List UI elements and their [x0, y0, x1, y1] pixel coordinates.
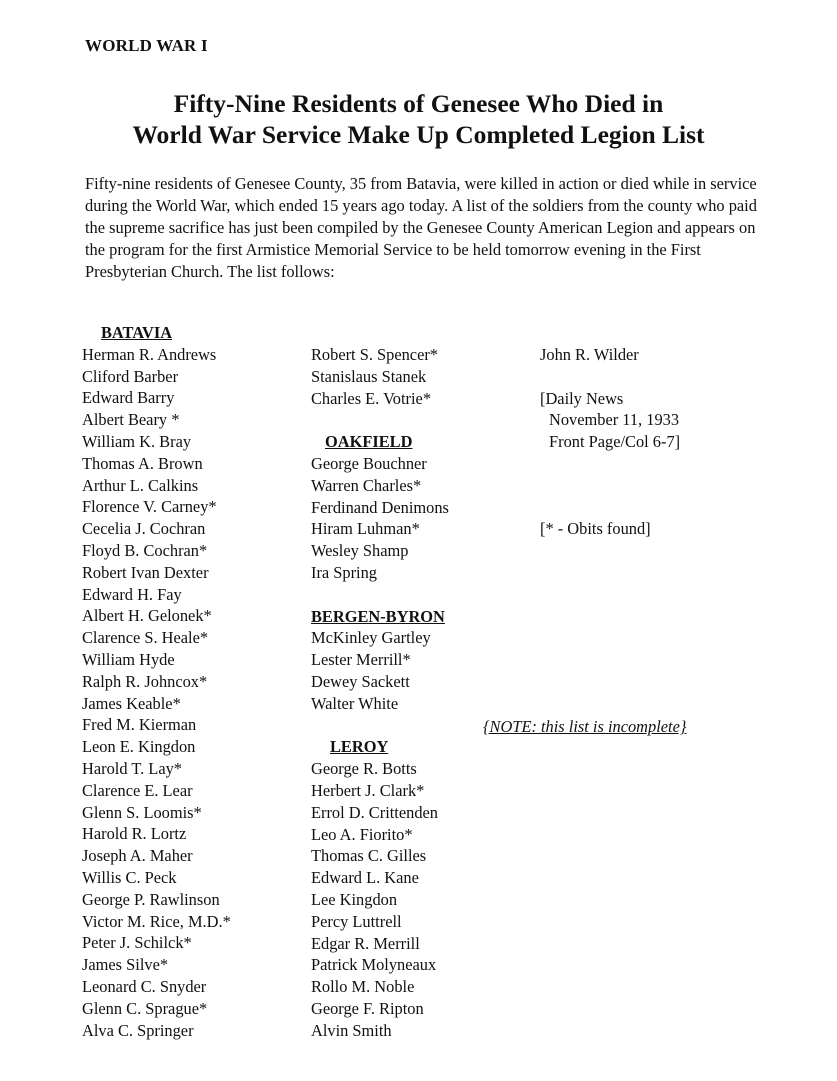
list-item: James Silve* — [82, 955, 169, 975]
list-item: Errol D. Crittenden — [311, 802, 438, 822]
list-item: Ralph R. Johncox* — [82, 671, 208, 691]
list-item: Leon E. Kingdon — [82, 737, 196, 757]
list-item: Arthur L. Calkins — [82, 475, 199, 495]
batavia-continued-list — [311, 344, 511, 409]
list-item: Dewey Sackett — [311, 671, 410, 691]
list-item: Glenn S. Loomis* — [82, 802, 202, 822]
list-item: George P. Rawlinson — [82, 889, 220, 909]
list-item: Victor M. Rice, M.D.* — [82, 911, 231, 931]
obits-note: [* - Obits found] — [540, 518, 651, 538]
list-item: William K. Bray — [82, 431, 192, 451]
list-item: John R. Wilder — [540, 345, 639, 364]
list-item: Edward Barry — [82, 388, 175, 408]
list-item: George Bouchner — [311, 453, 427, 473]
source-line-3: Front Page/Col 6-7] — [549, 432, 681, 452]
headline-line-1: Fifty-Nine Residents of Genesee Who Died in — [173, 89, 664, 118]
list-item: George F. Ripton — [311, 998, 424, 1018]
list-item: Alva C. Springer — [82, 1020, 194, 1040]
source-line-2: November 11, 1933 — [549, 410, 680, 430]
list-item: Percy Luttrell — [311, 911, 402, 931]
leroy-heading: LEROY — [330, 737, 389, 757]
column-3 — [540, 344, 760, 540]
list-item: Ferdinand Denimons — [311, 497, 449, 517]
list-item: Rollo M. Noble — [311, 977, 415, 997]
list-item: Glenn C. Sprague* — [82, 998, 208, 1018]
list-item: Albert H. Gelonek* — [82, 606, 212, 626]
oakfield-heading: OAKFIELD — [325, 432, 413, 452]
column-1 — [82, 322, 302, 1041]
list-item: Thomas C. Gilles — [311, 846, 427, 866]
list-item: Charles E. Votrie* — [311, 388, 432, 408]
list-item: Alvin Smith — [311, 1020, 392, 1040]
list-item: James Keable* — [82, 693, 181, 713]
list-item: Warren Charles* — [311, 475, 422, 495]
bergen-byron-heading: BERGEN-BYRON — [311, 606, 445, 626]
list-item: Thomas A. Brown — [82, 453, 203, 473]
list-item: Herman R. Andrews — [82, 344, 217, 364]
list-item: Hiram Luhman* — [311, 519, 420, 539]
list-item: Clarence E. Lear — [82, 780, 193, 800]
batavia-heading: BATAVIA — [101, 323, 173, 342]
section-label: WORLD WAR I — [85, 36, 208, 55]
list-item: Walter White — [311, 693, 399, 713]
list-item: Clarence S. Heale* — [82, 628, 209, 648]
list-item: Edward L. Kane — [311, 868, 419, 888]
list-item: Robert S. Spencer* — [311, 345, 439, 364]
headline-line-2: World War Service Make Up Completed Legion List — [132, 120, 705, 149]
list-item: Ira Spring — [311, 562, 378, 582]
list-item: Floyd B. Cochran* — [82, 540, 208, 560]
batavia-list — [82, 344, 302, 1042]
oakfield-list — [311, 453, 511, 584]
list-item: Herbert J. Clark* — [311, 780, 425, 800]
list-item: McKinley Gartley — [311, 628, 431, 648]
column-2 — [311, 344, 511, 1042]
list-item: Harold T. Lay* — [82, 758, 182, 778]
incomplete-note: {NOTE: this list is incomplete} — [483, 717, 687, 736]
list-item: Robert Ivan Dexter — [82, 562, 209, 582]
list-item: Edward H. Fay — [82, 584, 182, 604]
list-item: Patrick Molyneaux — [311, 955, 437, 975]
list-item: George R. Botts — [311, 759, 417, 779]
list-item: Leonard C. Snyder — [82, 976, 207, 996]
leroy-list — [311, 758, 511, 1041]
list-item: Peter J. Schilck* — [82, 933, 192, 953]
list-item: Willis C. Peck — [82, 867, 177, 887]
list-item: Cliford Barber — [82, 366, 179, 386]
list-item: Florence V. Carney* — [82, 497, 217, 517]
list-item: Lee Kingdon — [311, 889, 398, 909]
list-item: Lester Merrill* — [311, 650, 411, 670]
list-item: Wesley Shamp — [311, 541, 409, 561]
list-item: Fred M. Kierman — [82, 715, 197, 735]
source-line-1: [Daily News — [540, 388, 624, 408]
list-item: Stanislaus Stanek — [311, 366, 427, 386]
list-item: Leo A. Fiorito* — [311, 824, 413, 844]
list-item: Albert Beary * — [82, 410, 180, 430]
list-item: Joseph A. Maher — [82, 846, 193, 866]
headline — [0, 88, 837, 150]
list-item: Cecelia J. Cochran — [82, 519, 206, 539]
list-item: Edgar R. Merrill — [311, 933, 420, 953]
intro-paragraph: Fifty-nine residents of Genesee County, 35 from Batavia, were killed in action or died while in service during the World War, which ended 15 years ago today. A list of the soldiers from the county who paid the supreme sacrifice has just been compiled by the Genesee County American Legion and appears on the program for the first Armistice Memorial Service to be held tomorrow evening in the First Presbyterian Church. The list follows: — [85, 174, 757, 281]
bergen-byron-list — [311, 627, 511, 714]
list-item: Harold R. Lortz — [82, 824, 187, 844]
list-item: William Hyde — [82, 649, 175, 669]
